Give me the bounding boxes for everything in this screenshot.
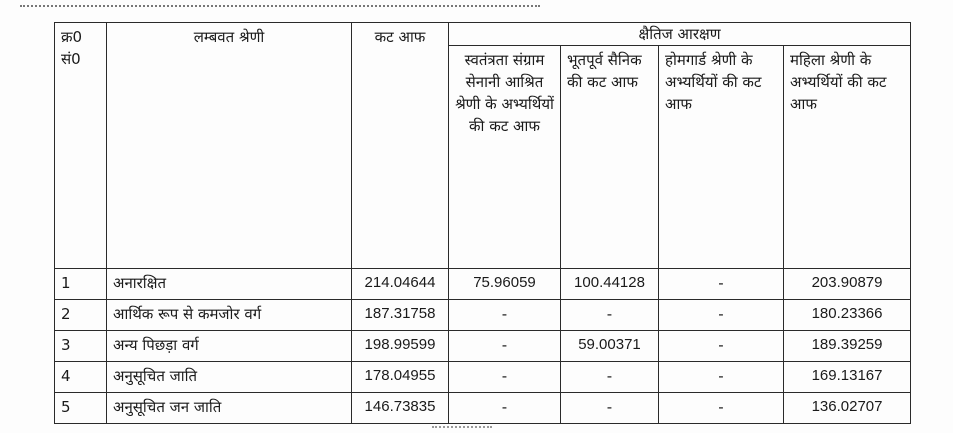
table-row: [55, 331, 911, 362]
cutoff-table: [54, 22, 911, 424]
cell-category: अन्य पिछड़ा वर्ग: [107, 331, 352, 362]
cell-freedom-fighter: -: [449, 362, 561, 393]
cropped-text-line: [20, 0, 540, 7]
cell-category: अनुसूचित जन जाति: [107, 393, 352, 424]
header-vertical-category: लम्बवत श्रेणी: [107, 23, 352, 269]
header-horizontal-reservation: क्षैतिज आरक्षण: [449, 23, 911, 46]
cell-ex-serviceman: 100.44128: [561, 269, 659, 300]
cell-sno: 2: [55, 300, 107, 331]
cell-women: 169.13167: [784, 362, 911, 393]
cell-cutoff: 214.04644: [352, 269, 449, 300]
header-women: महिला श्रेणी के अभ्यर्थियों की कट आफ: [784, 46, 911, 269]
cell-freedom-fighter: -: [449, 331, 561, 362]
cell-sno: 5: [55, 393, 107, 424]
table-row: [55, 362, 911, 393]
cell-homeguard: -: [659, 269, 784, 300]
header-homeguard: होमगार्ड श्रेणी के अभ्यर्थियों की कट आफ: [659, 46, 784, 269]
cell-ex-serviceman: 59.00371: [561, 331, 659, 362]
cell-ex-serviceman: -: [561, 393, 659, 424]
cropped-footer-line: [432, 426, 492, 431]
cell-women: 189.39259: [784, 331, 911, 362]
header-ex-serviceman: भूतपूर्व सैनिक की कट आफ: [561, 46, 659, 269]
cell-sno: 1: [55, 269, 107, 300]
cell-homeguard: -: [659, 393, 784, 424]
table-row: [55, 393, 911, 424]
cell-freedom-fighter: -: [449, 393, 561, 424]
cell-women: 203.90879: [784, 269, 911, 300]
cell-homeguard: -: [659, 331, 784, 362]
cell-cutoff: 178.04955: [352, 362, 449, 393]
cell-freedom-fighter: -: [449, 300, 561, 331]
cell-ex-serviceman: -: [561, 300, 659, 331]
cell-sno: 3: [55, 331, 107, 362]
table-row: [55, 300, 911, 331]
header-row-top: [55, 23, 911, 46]
cell-freedom-fighter: 75.96059: [449, 269, 561, 300]
cell-sno: 4: [55, 362, 107, 393]
cell-homeguard: -: [659, 300, 784, 331]
cell-cutoff: 146.73835: [352, 393, 449, 424]
header-freedom-fighter: स्वतंत्रता संग्राम सेनानी आश्रित श्रेणी के अभ्यर्थियों की कट आफ: [449, 46, 561, 269]
cell-category: आर्थिक रूप से कमजोर वर्ग: [107, 300, 352, 331]
cell-category: अनुसूचित जाति: [107, 362, 352, 393]
cell-women: 180.23366: [784, 300, 911, 331]
header-serial-no: क्र0 सं0: [55, 23, 107, 269]
cell-cutoff: 198.99599: [352, 331, 449, 362]
cell-homeguard: -: [659, 362, 784, 393]
header-cutoff: कट आफ: [352, 23, 449, 269]
cell-ex-serviceman: -: [561, 362, 659, 393]
cell-category: अनारक्षित: [107, 269, 352, 300]
table-row: [55, 269, 911, 300]
cell-women: 136.02707: [784, 393, 911, 424]
cell-cutoff: 187.31758: [352, 300, 449, 331]
